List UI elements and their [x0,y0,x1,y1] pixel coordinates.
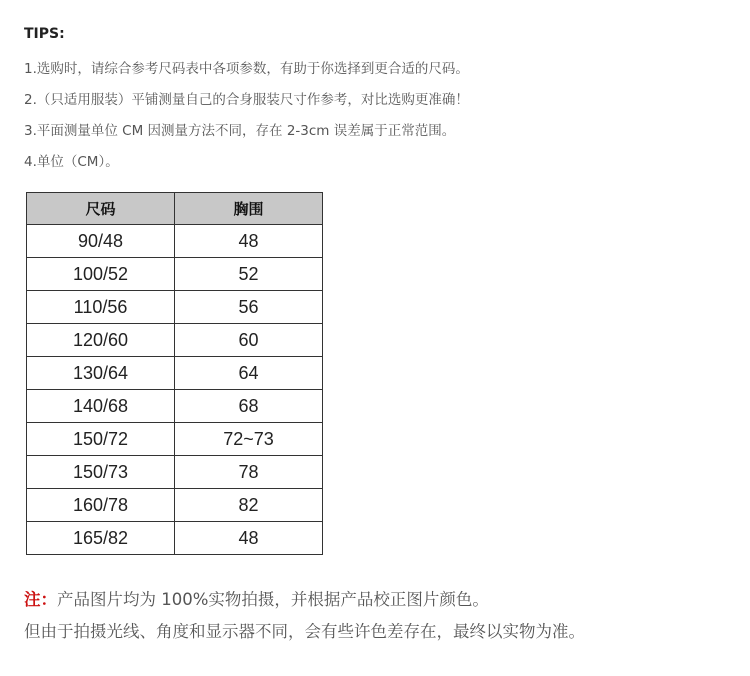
tip-line-2: 2.（只适用服装）平铺测量自己的合身服装尺寸作参考，对比选购更准确！ [24,92,469,108]
cell-size: 150/73 [27,456,175,489]
table-row [27,390,323,423]
table-row [27,291,323,324]
cell-chest: 48 [175,522,323,555]
note-line-2: 但由于拍摄光线、角度和显示器不同，会有些许色差存在，最终以实物为准。 [24,622,585,641]
table-row [27,423,323,456]
table-row [27,522,323,555]
table-row [27,489,323,522]
tip-line-3: 3.平面测量单位 CM 因测量方法不同，存在 2-3cm 误差属于正常范围。 [24,123,456,139]
cell-chest: 64 [175,357,323,390]
cell-chest: 52 [175,258,323,291]
cell-size: 140/68 [27,390,175,423]
note-line-1 [24,586,489,610]
table-row [27,324,323,357]
table-row [27,225,323,258]
table-row [27,357,323,390]
cell-size: 160/78 [27,489,175,522]
cell-chest: 68 [175,390,323,423]
header-size: 尺码 [27,193,175,225]
note-text-1: 产品图片均为 100%实物拍摄，并根据产品校正图片颜色。 [57,590,489,609]
cell-chest: 48 [175,225,323,258]
cell-size: 120/60 [27,324,175,357]
table-row [27,456,323,489]
cell-size: 110/56 [27,291,175,324]
cell-size: 100/52 [27,258,175,291]
note-label: 注： [24,590,57,609]
size-chart-table [26,192,323,555]
tips-title: TIPS: [24,26,65,42]
cell-size: 150/72 [27,423,175,456]
tip-line-4: 4.单位（CM）。 [24,154,119,170]
cell-chest: 60 [175,324,323,357]
cell-size: 130/64 [27,357,175,390]
cell-size: 90/48 [27,225,175,258]
cell-chest: 78 [175,456,323,489]
cell-size: 165/82 [27,522,175,555]
cell-chest: 82 [175,489,323,522]
tip-line-1: 1.选购时，请综合参考尺码表中各项参数，有助于你选择到更合适的尺码。 [24,61,469,77]
table-header-row [27,193,323,225]
cell-chest: 56 [175,291,323,324]
table-row [27,258,323,291]
cell-chest: 72~73 [175,423,323,456]
header-chest: 胸围 [175,193,323,225]
